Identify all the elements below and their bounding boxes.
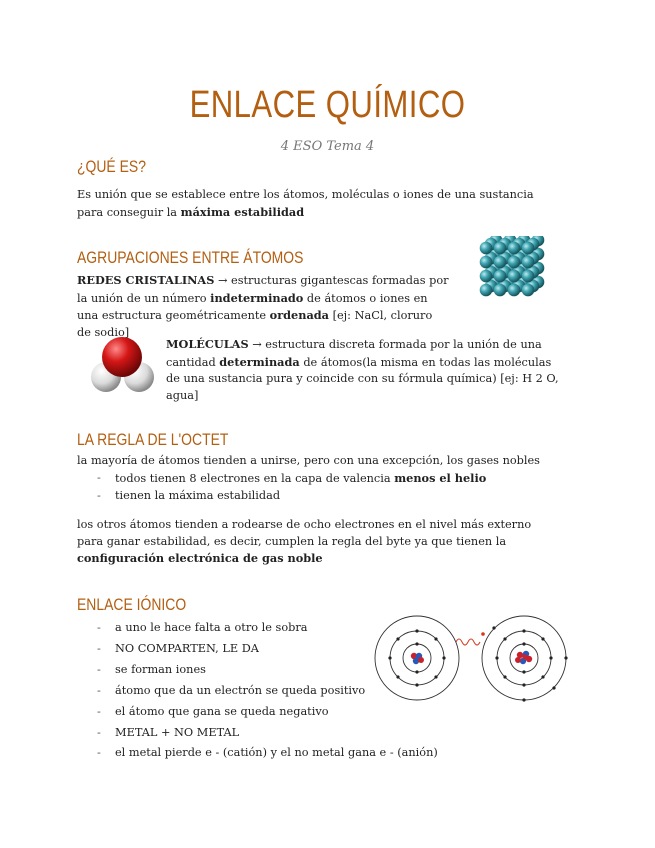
list-item: - el metal pierde e - (catión) y el no metal gana e - (anión) xyxy=(77,743,438,764)
nucleus-right xyxy=(515,651,532,664)
lattice-atom xyxy=(494,256,507,269)
redes-text-1: estructuras gigantescas formadas por la unión de un número xyxy=(77,274,449,305)
moleculas-term: MOLÉCULAS xyxy=(166,337,249,351)
lattice-atom xyxy=(522,284,535,297)
redes-term: REDES CRISTALINAS xyxy=(77,273,215,287)
lattice-atom xyxy=(480,256,493,269)
list-item: - átomo que da un electrón se queda positivo xyxy=(77,681,438,702)
list-item: - METAL + NO METAL xyxy=(77,723,438,744)
que-es-text: Es unión que se establece entre los átomos, moléculas o iones de una sustancia para conseguir la xyxy=(77,188,534,219)
redes-cristalinas-paragraph xyxy=(77,272,449,341)
electron-transfer-arrow xyxy=(456,639,480,645)
redes-text-3: [ej: NaCl, cloruro de sodio] xyxy=(77,309,433,339)
octet-paragraph-bold: configuración electrónica de gas noble xyxy=(77,551,323,565)
section-heading-que-es: ¿QUÉ ES? xyxy=(77,157,146,176)
octet-bullet-list xyxy=(77,470,486,504)
octet-bullet-2-text: tienen la máxima estabilidad xyxy=(115,488,281,502)
que-es-bold: máxima estabilidad xyxy=(180,204,305,219)
list-item: - el átomo que gana se queda negativo xyxy=(77,702,438,723)
redes-bold-1: indeterminado xyxy=(210,290,304,305)
redes-bold-2: ordenada xyxy=(269,308,329,322)
octet-intro: la mayoría de átomos tienden a unirse, pero con una excepción, los gases nobles xyxy=(77,454,540,467)
lattice-atom xyxy=(508,242,521,255)
octet-paragraph-text: los otros átomos tienden a rodearse de ocho electrones en el nivel más externo para ganar estabilidad, es decir, cumplen la regla del byte ya que tienen la xyxy=(77,518,532,548)
moleculas-paragraph xyxy=(166,336,566,404)
lattice-atom xyxy=(480,242,493,255)
lattice-atom xyxy=(522,270,535,283)
moleculas-bold-1: determinada xyxy=(219,354,300,369)
lattice-atom xyxy=(522,242,535,255)
lattice-atom xyxy=(508,270,521,283)
section-heading-ionico: ENLACE IÓNICO xyxy=(77,595,187,614)
lattice-atom xyxy=(522,256,535,269)
lattice-atom xyxy=(480,270,493,283)
page-subtitle: 4 ESO Tema 4 xyxy=(280,139,375,154)
lattice-atom xyxy=(480,284,493,297)
octet-bullet-1-text: todos tienen 8 electrones en la capa de valencia xyxy=(115,472,395,485)
arrow-icon: → xyxy=(252,338,262,351)
list-item xyxy=(77,488,486,505)
section-heading-octet: LA REGLA DE L'OCTET xyxy=(77,430,229,449)
octet-bullet-1-bold: menos el helio xyxy=(394,471,487,485)
crystal-lattice-image xyxy=(474,236,552,312)
page-title: ENLACE QUÍMICO xyxy=(189,84,466,126)
moleculas-text-2: de átomos(la misma en todas las moléculas de una sustancia pura y coincide con su fórmula química) [ej: H 2 O, agua] xyxy=(166,355,559,402)
section-heading-agrupaciones: AGRUPACIONES ENTRE ÁTOMOS xyxy=(77,248,304,267)
nucleus-left xyxy=(411,653,424,664)
lattice-atom xyxy=(494,242,507,255)
list-item: - a uno le hace falta a otro le sobra xyxy=(77,618,438,639)
lattice-atom xyxy=(508,256,521,269)
list-item: - se forman iones xyxy=(77,660,438,681)
redes-text-2: de átomos o iones en una estructura geométricamente xyxy=(77,291,428,322)
water-molecule-image xyxy=(86,334,156,394)
moleculas-text-1: estructura discreta formada por la unión de una cantidad xyxy=(166,338,542,369)
que-es-paragraph xyxy=(77,187,557,221)
octet-paragraph xyxy=(77,517,557,568)
lattice-atom xyxy=(494,284,507,297)
arrow-icon: → xyxy=(217,274,228,287)
ionic-bond-diagram xyxy=(372,596,572,718)
list-item: - NO COMPARTEN, LE DA xyxy=(77,639,438,660)
lattice-atom xyxy=(494,270,507,283)
lattice-atom xyxy=(508,284,521,297)
list-item xyxy=(77,470,486,488)
